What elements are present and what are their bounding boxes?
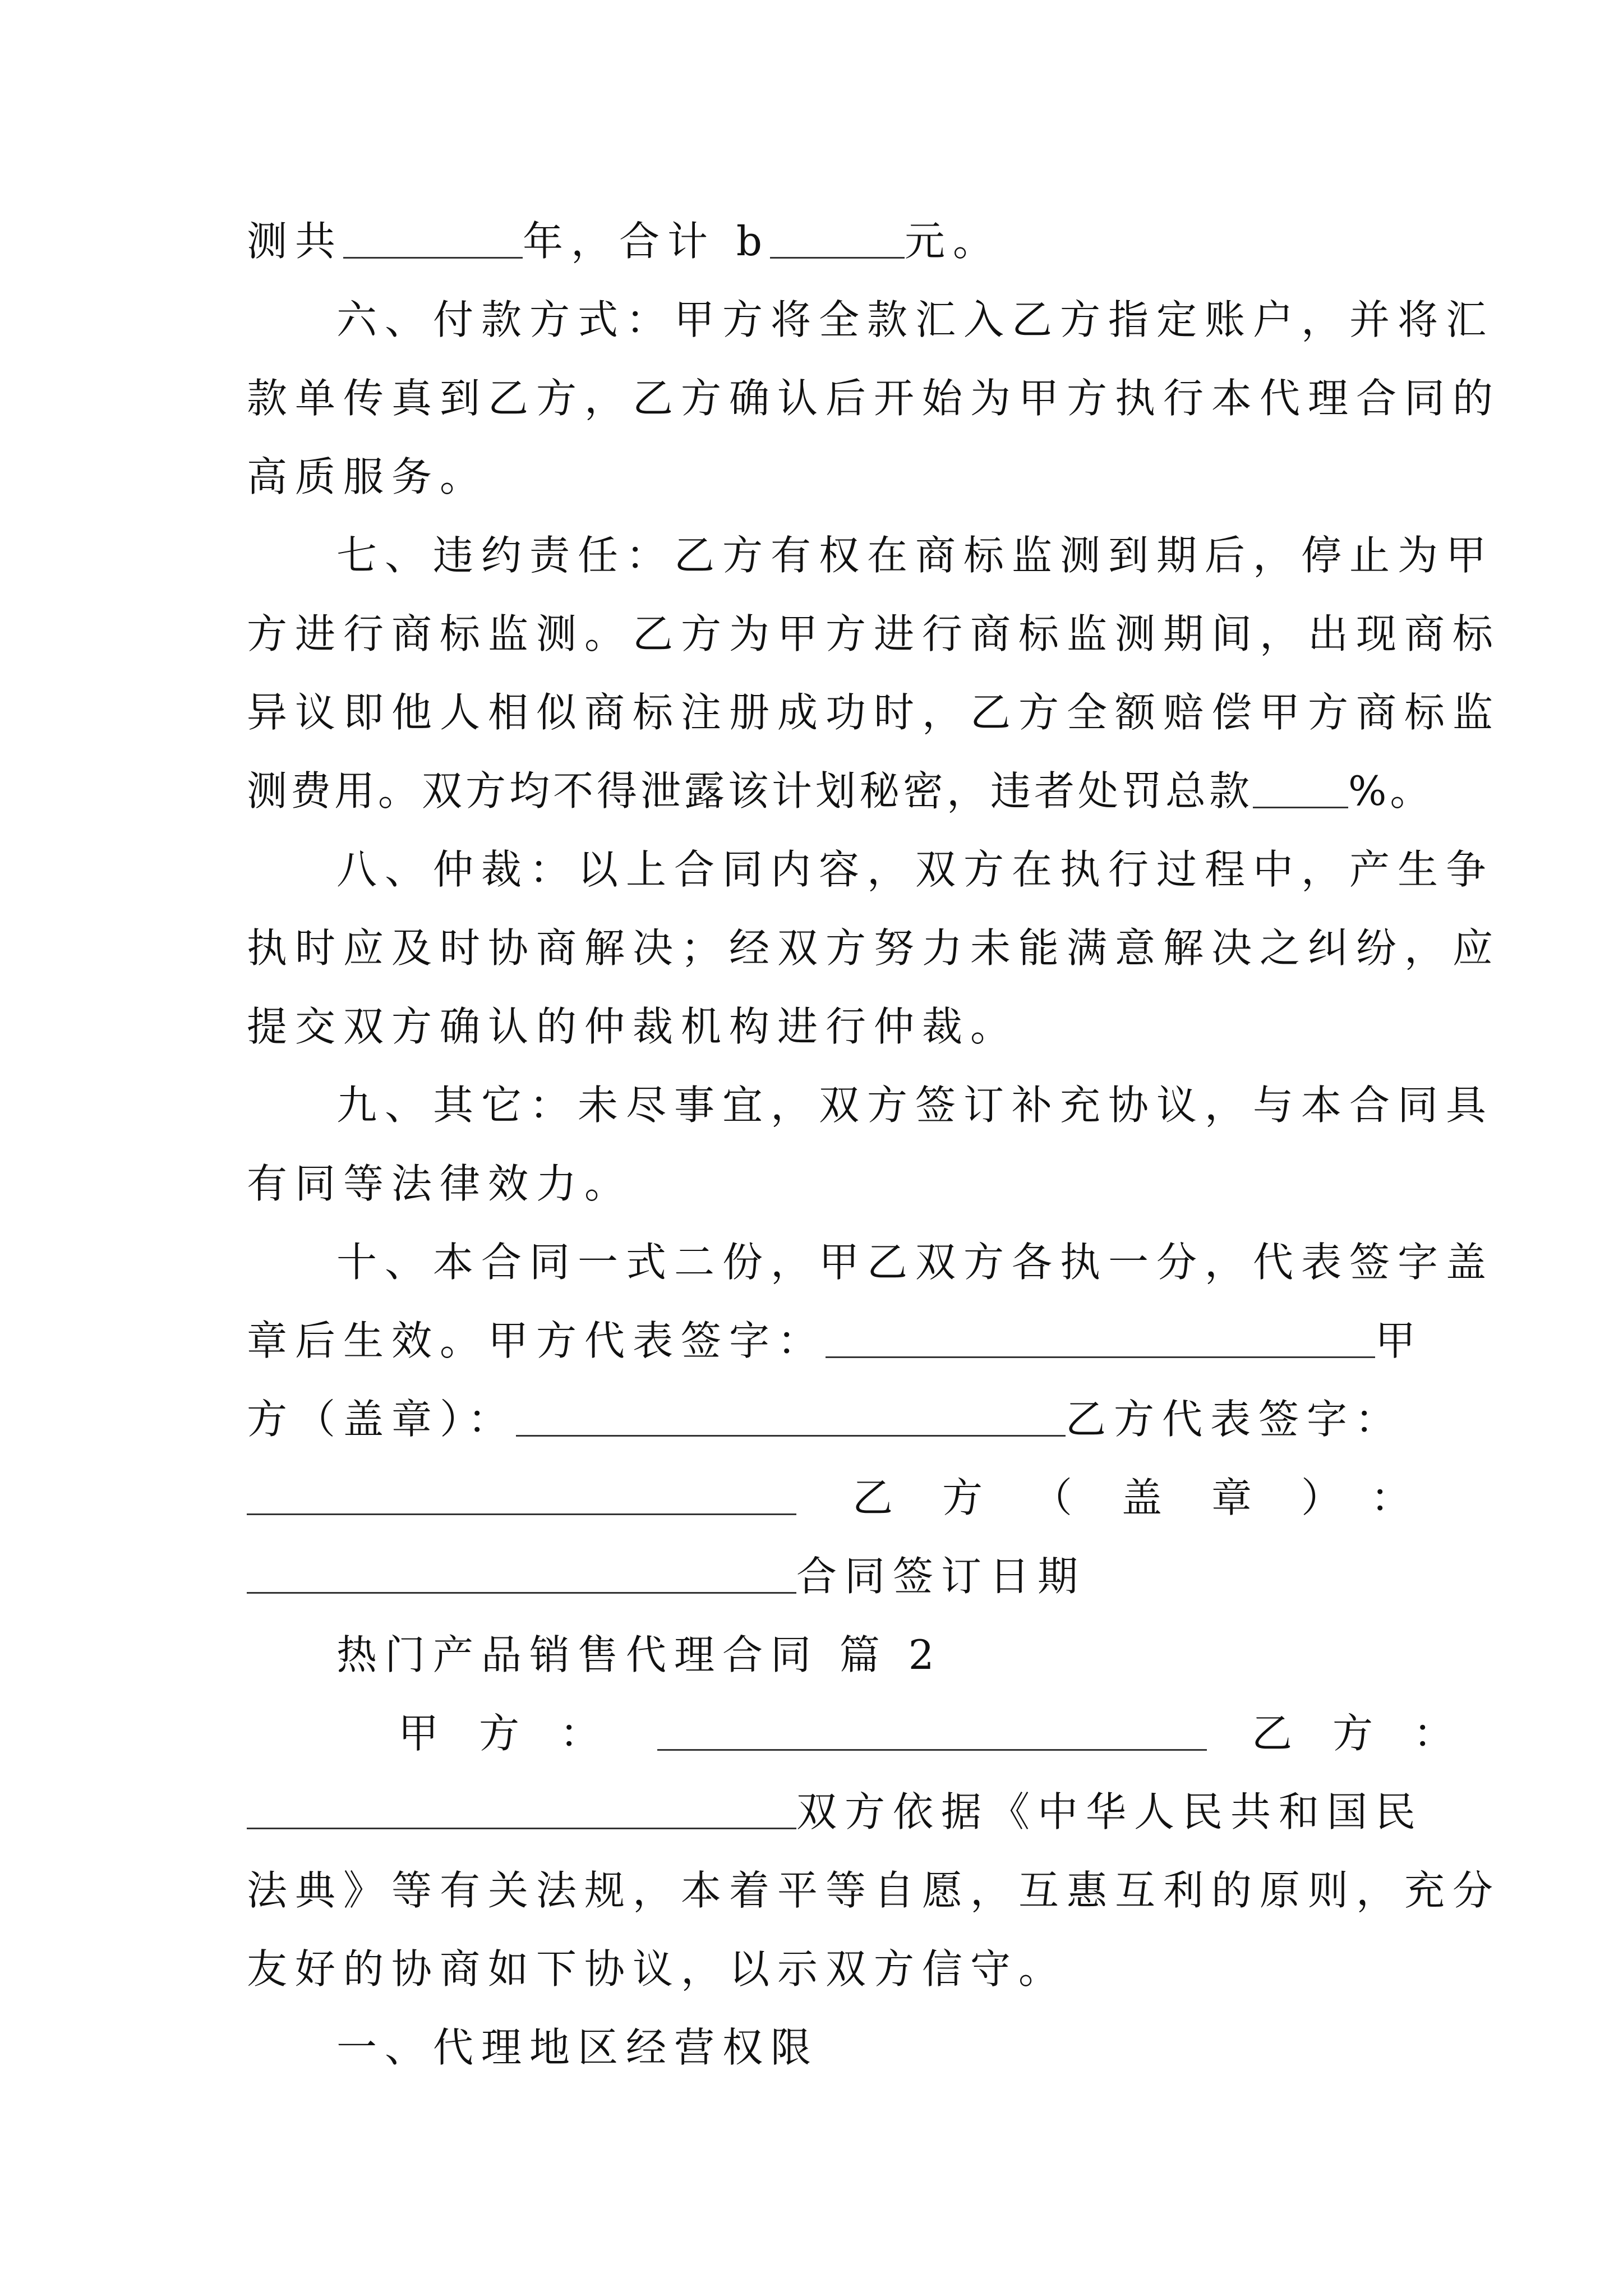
text-line (247, 1470, 1461, 1526)
fill-blank (343, 223, 523, 259)
text-line (398, 1705, 1495, 1761)
text: 章后生效。甲方代表签字： (247, 1317, 826, 1364)
text-line: 八、仲裁：以上合同内容，双方在执行过程中，产生争 (336, 846, 1495, 893)
text-line: 九、其它：未尽事宜，双方签订补充协议，与本合同具 (336, 1082, 1495, 1129)
text-line: 高质服务。 (247, 453, 488, 500)
party-a-blank (657, 1715, 1207, 1751)
text: 乙方代表签字： (1066, 1396, 1404, 1443)
text: 合同签订日期 (796, 1553, 1086, 1600)
text-line: 六、付款方式：甲方将全款汇入乙方指定账户，并将汇 (336, 296, 1495, 343)
text-line: 方进行商标监测。乙方为甲方进行商标监测期间，出现商标 (247, 610, 1501, 657)
fill-blank (1253, 773, 1348, 808)
text-line: 友好的协商如下协议，以示双方信守。 (247, 1945, 1067, 1993)
text: 双方依据《中华人民共和国民 (796, 1788, 1424, 1835)
text-line (247, 763, 1434, 819)
text: 乙方（盖章）： (852, 1474, 1461, 1521)
text: 甲方： (398, 1710, 641, 1757)
section-heading: 一、代理地区经营权限 (336, 2024, 819, 2071)
text: 乙方： (1252, 1710, 1495, 1757)
signature-blank (826, 1323, 1375, 1358)
text: %。 (1348, 767, 1434, 815)
signature-blank (247, 1480, 796, 1515)
seal-blank (516, 1401, 1066, 1437)
section-heading: 热门产品销售代理合同 篇 2 (336, 1631, 942, 1678)
text-line (247, 1313, 1424, 1369)
text-line: 有同等法律效力。 (247, 1160, 633, 1207)
text-line (247, 1548, 1402, 1604)
text-line (247, 1391, 1402, 1447)
text-line: 提交双方确认的仲裁机构进行仲裁。 (247, 1003, 1019, 1050)
text: 方（盖章）： (247, 1396, 517, 1443)
text-line: 异议即他人相似商标注册成功时，乙方全额赔偿甲方商标监 (247, 689, 1501, 736)
text-line: 法典》等有关法规，本着平等自愿，互惠互利的原则，充分 (247, 1867, 1501, 1914)
text-line: 十、本合同一式二份，甲乙双方各执一分，代表签字盖 (336, 1239, 1495, 1286)
text-line: 七、违约责任：乙方有权在商标监测到期后，停止为甲 (336, 532, 1495, 579)
text-line (247, 1784, 1424, 1840)
text: 年，合计 b (523, 218, 770, 265)
text: 测共 (247, 218, 344, 265)
text: 元。 (905, 218, 1002, 265)
text-line (247, 213, 1402, 269)
text-line: 执时应及时协商解决；经双方努力未能满意解决之纠纷，应 (247, 924, 1501, 972)
text: 测费用。双方均不得泄露该计划秘密，违者处罚总款 (247, 767, 1253, 815)
text-line: 款单传真到乙方，乙方确认后开始为甲方执行本代理合同的 (247, 375, 1501, 422)
fill-blank (770, 223, 905, 259)
text: 甲 (1375, 1317, 1424, 1364)
party-b-blank (247, 1794, 796, 1829)
seal-blank (247, 1558, 796, 1594)
